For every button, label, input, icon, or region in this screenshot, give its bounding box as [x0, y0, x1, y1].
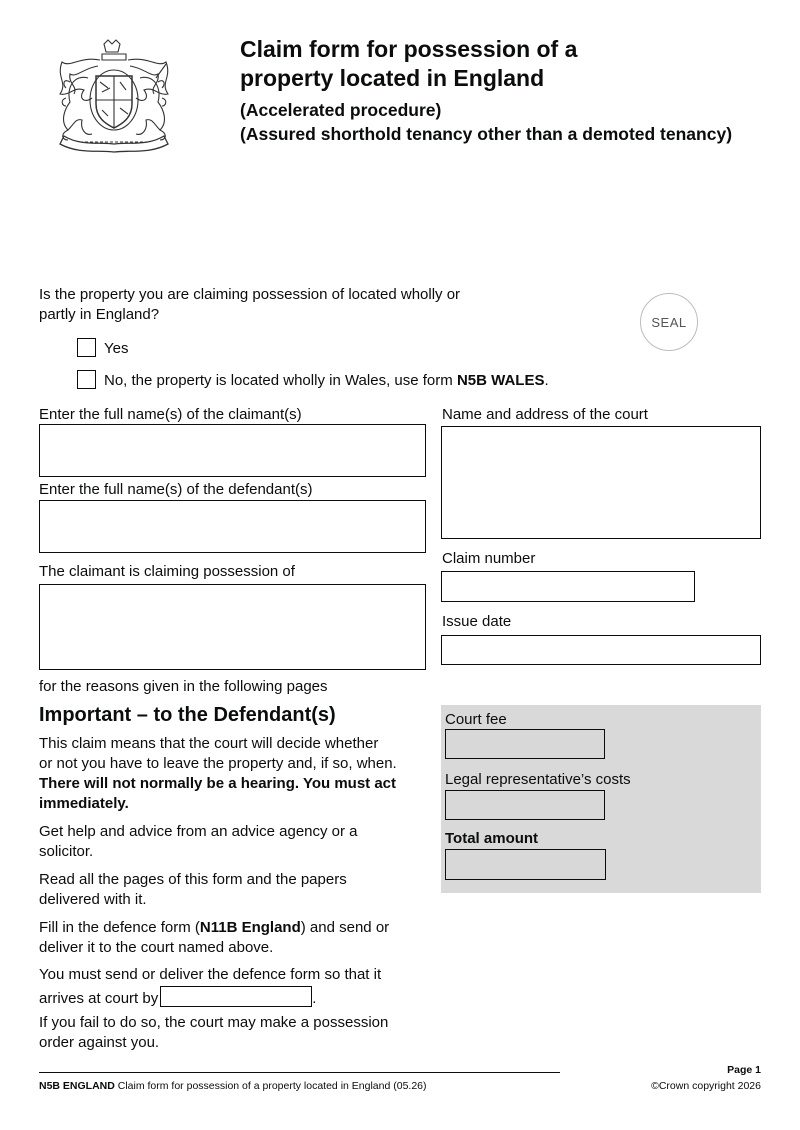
no-option-label: [104, 371, 549, 391]
important-paragraph-2: [39, 822, 439, 862]
footer-divider: [39, 1072, 560, 1073]
p4-line1: [39, 918, 439, 938]
important-paragraph-1: [39, 734, 439, 814]
court-name-address-field[interactable]: [441, 426, 761, 539]
court-seal-placeholder: [640, 293, 698, 351]
important-paragraph-5: [39, 965, 439, 1009]
important-paragraph-4: [39, 918, 439, 958]
claimants-name-field[interactable]: [39, 424, 426, 477]
issue-date-label: Issue date: [442, 613, 512, 630]
seal-label: SEAL: [651, 314, 687, 330]
p4-suffix: ) and send or: [300, 919, 390, 936]
total-amount-field[interactable]: [445, 849, 606, 880]
p3-line1: Read all the pages of this form and the papers: [39, 871, 347, 888]
p5-prefix: arrives at court by: [39, 990, 159, 1007]
p2-line1: Get help and advice from an advice agency or a: [39, 823, 358, 840]
possession-label: The claimant is claiming possession of: [39, 563, 295, 580]
footer-form-description: Claim form for possession of a property located in England (05.26): [114, 1080, 427, 1092]
p5-suffix: .: [312, 990, 317, 1007]
form-subtitle-line2: (Assured shorthold tenancy other than a demoted tenancy): [240, 124, 733, 144]
fees-panel: [441, 705, 761, 893]
form-title-line2: property located in England: [240, 65, 545, 91]
issue-date-field[interactable]: [441, 635, 761, 665]
page-number: Page 1: [727, 1064, 761, 1076]
copyright-text: ©Crown copyright 2026: [651, 1080, 761, 1092]
form-subtitle-line1: (Accelerated procedure): [240, 100, 442, 120]
footer-form-info: [39, 1079, 427, 1093]
p4-prefix: Fill in the defence form (: [39, 919, 200, 936]
p1-bold-line1: There will not normally be a hearing. You must act: [39, 775, 397, 792]
legal-costs-label: Legal representative’s costs: [445, 771, 631, 788]
p1-line1: This claim means that the court will decide whether: [39, 735, 379, 752]
reasons-text: for the reasons given in the following pages: [39, 678, 328, 695]
court-fee-label: Court fee: [445, 711, 507, 728]
claim-number-field[interactable]: [441, 571, 695, 602]
p2-line2: solicitor.: [39, 843, 94, 860]
p4-line2: deliver it to the court named above.: [39, 939, 274, 956]
possession-property-field[interactable]: [39, 584, 426, 670]
p5-line1: You must send or deliver the defence form so that it: [39, 966, 382, 983]
important-paragraph-3: [39, 870, 439, 910]
location-question-line1: Is the property you are claiming possession of located wholly or: [39, 286, 461, 303]
p5-line2: [39, 986, 439, 1009]
court-fee-field[interactable]: [445, 729, 605, 759]
no-option-period: .: [544, 372, 549, 389]
footer-form-code: N5B ENGLAND: [39, 1080, 115, 1092]
claim-number-label: Claim number: [442, 550, 536, 567]
p6-line2: order against you.: [39, 1034, 160, 1051]
defendants-name-field[interactable]: [39, 500, 426, 553]
royal-coat-of-arms-logo: [40, 38, 188, 154]
p3-line2: delivered with it.: [39, 891, 147, 908]
p1-line2: or not you have to leave the property and, if so, when.: [39, 755, 397, 772]
court-name-address-label: Name and address of the court: [442, 406, 648, 423]
p6-line1: If you fail to do so, the court may make a possession: [39, 1014, 389, 1031]
defendants-label: Enter the full name(s) of the defendant(s): [39, 481, 313, 498]
location-question-line2: partly in England?: [39, 306, 160, 323]
legal-costs-field[interactable]: [445, 790, 605, 820]
wales-form-reference: N5B WALES: [456, 372, 545, 389]
important-paragraph-6: [39, 1013, 439, 1053]
claimants-label: Enter the full name(s) of the claimant(s): [39, 406, 302, 423]
yes-option-label: Yes: [104, 340, 129, 357]
no-option-text: No, the property is located wholly in Wales, use form: [104, 372, 457, 389]
total-amount-label: Total amount: [445, 830, 539, 847]
form-title-line1: Claim form for possession of a: [240, 36, 578, 62]
yes-checkbox[interactable]: [77, 338, 96, 357]
defence-deadline-field[interactable]: [160, 986, 312, 1007]
no-wales-checkbox[interactable]: [77, 370, 96, 389]
p1-bold-line2: immediately.: [39, 795, 129, 812]
important-heading: Important – to the Defendant(s): [39, 704, 336, 726]
defence-form-reference: N11B England: [199, 919, 301, 936]
